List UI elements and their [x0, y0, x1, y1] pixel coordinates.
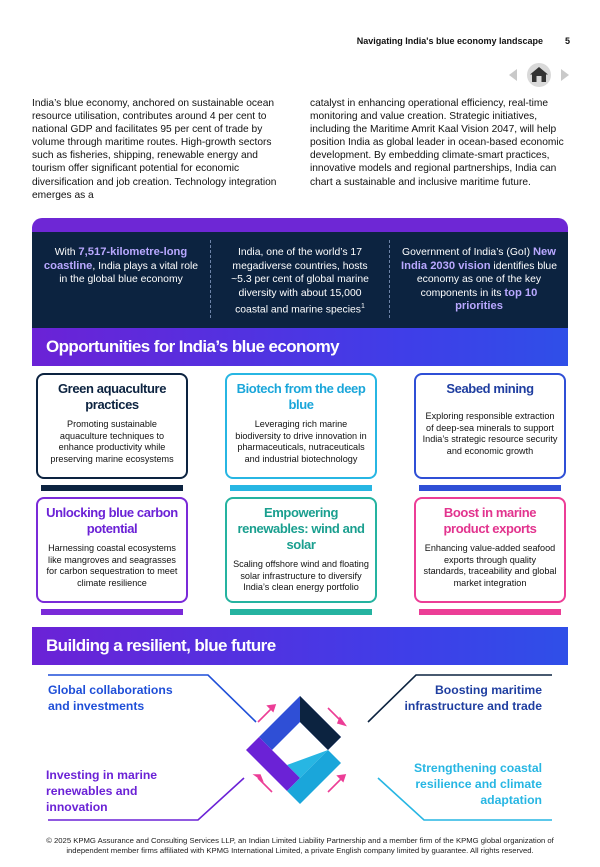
stat-biodiversity [210, 240, 389, 318]
card-accent-bar [230, 609, 372, 615]
card-box [36, 497, 188, 603]
intro-column-2: catalyst in enhancing operational efficiency, real-time monitoring and value creation. Strategic initiatives, including the Maritime Amrit Kaal Vision 2047, will help position India as global leader in ocean-based economic development. By embedding climate-smart practices, innovative models and regional partnerships, India can chart a sustainable and inclusive maritime future. [310, 98, 564, 188]
stat-text: With [54, 247, 79, 258]
key-stats-panel [32, 218, 568, 328]
opportunity-card-exports [414, 497, 566, 615]
card-description: Harnessing coastal ecosystems like mangroves and seagrasses for carbon sequestration to meet climate resilience [46, 543, 178, 588]
diamond-graphic [246, 696, 341, 804]
stat-highlight: 7,517-kilometre-long coastline [43, 246, 188, 272]
card-title: Unlocking blue carbon potential [46, 505, 178, 536]
card-title: Biotech from the deep blue [236, 381, 366, 412]
page-number: 5 [564, 36, 570, 46]
opportunity-row-2 [36, 497, 566, 615]
stat-text: Government of India’s (GoI) [402, 247, 533, 258]
stat-highlight: top 10 priorities [455, 286, 538, 312]
intro-text [32, 97, 568, 202]
card-description: Scaling offshore wind and floating solar infrastructure to diversify India’s clean energy portfolio [233, 559, 369, 593]
stat-highlight: New India 2030 vision [401, 246, 556, 272]
opportunity-card-biotech [225, 373, 377, 491]
card-accent-bar [230, 485, 372, 491]
stat-coastline [32, 232, 210, 328]
card-box [414, 373, 566, 479]
card-accent-bar [41, 485, 183, 491]
pillar-global-collaborations: Global collaborations and investments [48, 683, 173, 713]
page-header [357, 36, 570, 46]
card-box [414, 497, 566, 603]
opportunity-card-seabed-mining [414, 373, 566, 491]
card-description: Promoting sustainable aquaculture techniques to enhance productivity while preserving marine ecosystems [50, 419, 174, 464]
stat-vision [389, 240, 568, 318]
card-description: Leveraging rich marine biodiversity to drive innovation in pharmaceuticals, nutraceuticals and industrial biotechnology [235, 419, 367, 464]
opportunity-card-blue-carbon [36, 497, 188, 615]
home-icon[interactable] [527, 63, 551, 87]
chevron-left-icon[interactable] [509, 69, 517, 81]
chevron-right-icon[interactable] [561, 69, 569, 81]
card-box [225, 497, 377, 603]
page-navigation [508, 62, 570, 88]
card-box [225, 373, 377, 479]
card-description: Enhancing value-added seafood exports through quality standards, traceability and global market integration [423, 543, 557, 588]
card-accent-bar [419, 485, 561, 491]
intro-column-1: India’s blue economy, anchored on sustainable ocean resource utilisation, contributes around 4 per cent to national GDP and facilitates 95 per cent of trade by volume through maritime routes. High-growth sectors such as fisheries, shipping, renewable energy and tourism offer significant potential for economic diversification and job creation. Technology integration emerges as a [32, 98, 277, 201]
card-accent-bar [419, 609, 561, 615]
stat-text: India, one of the world’s 17 megadiverse countries, hosts ~5.3 per cent of global marine diversity with about 15,000 coastal and marine species [231, 247, 369, 316]
card-title: Boost in marine product exports [443, 505, 537, 536]
stat-text: , India plays a vital role in the global blue economy [59, 260, 199, 285]
footnote-marker: 1 [361, 303, 365, 310]
header-title: Navigating India's blue economy landscape [356, 36, 543, 46]
opportunity-card-aquaculture [36, 373, 188, 491]
card-box [36, 373, 188, 479]
card-description: Exploring responsible extraction of deep-sea minerals to support India’s strategic resource security and economic growth [422, 411, 558, 456]
card-title: Empowering renewables: wind and solar [237, 505, 365, 552]
pillar-coastal-resilience: Strengthening coastal resilience and climate adaptation [414, 761, 542, 807]
resilient-future-heading: Building a resilient, blue future [32, 627, 568, 665]
stat-text: identifies blue economy as one of the key components in its [416, 260, 557, 299]
card-title: Green aquaculture practices [57, 381, 167, 412]
card-title: Seabed mining [446, 381, 534, 396]
card-accent-bar [41, 609, 183, 615]
pillar-marine-renewables: Investing in marine renewables and innovation [46, 768, 158, 814]
opportunity-row-1 [36, 373, 566, 491]
opportunities-heading: Opportunities for India’s blue economy [32, 328, 568, 366]
pillar-maritime-infrastructure: Boosting maritime infrastructure and trade [404, 683, 542, 713]
copyright-footer: © 2025 KPMG Assurance and Consulting Services LLP, an Indian Limited Liability Partnership and a member firm of the KPMG global organization of independent member firms affiliated with KPMG International Limited, a private English company limited by guarantee. All rights reserved. [46, 836, 554, 855]
opportunity-card-renewables [225, 497, 377, 615]
